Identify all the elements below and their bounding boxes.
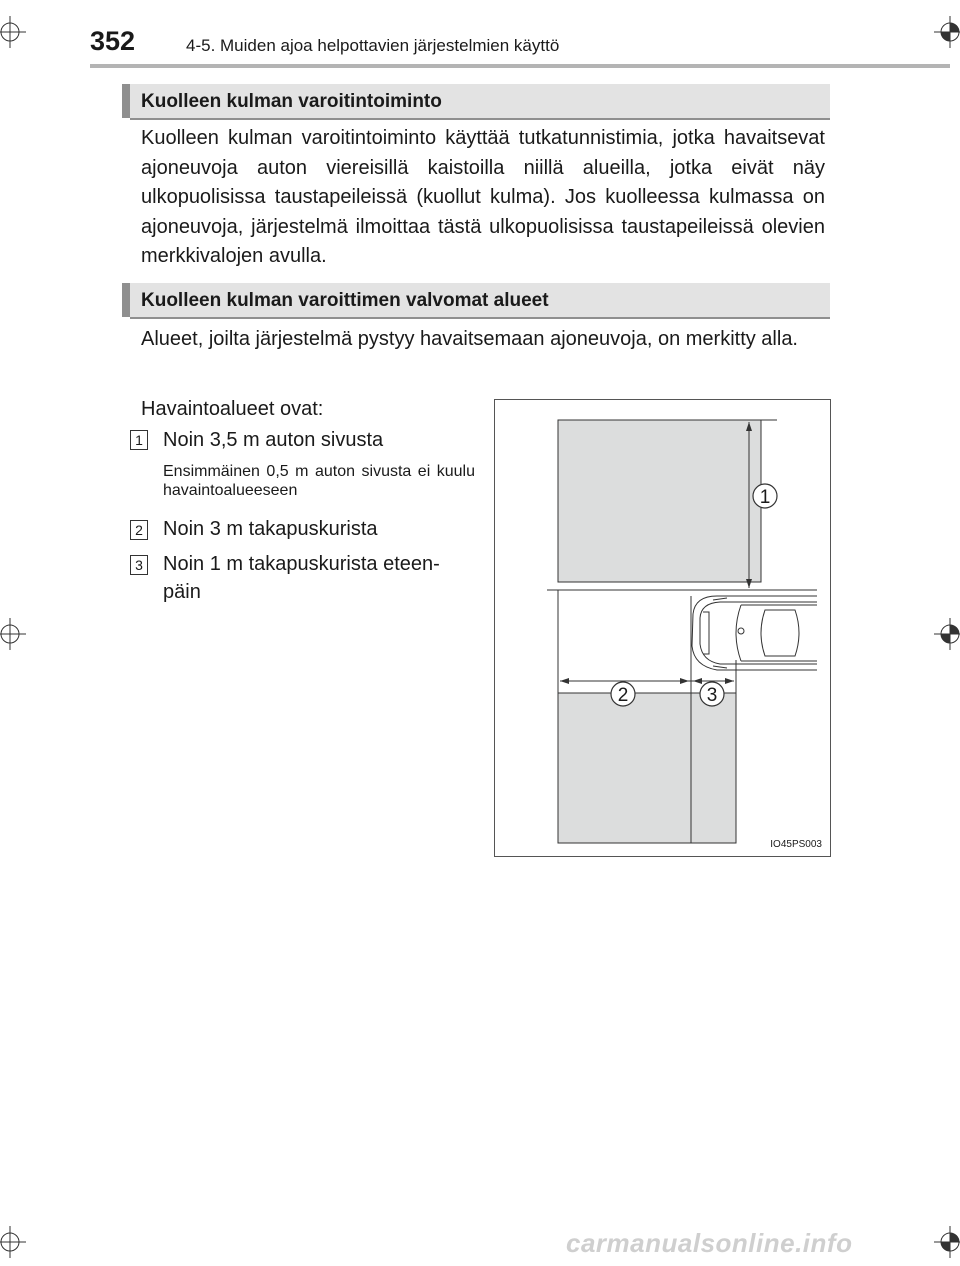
item-number-badge: 3 [130,555,148,575]
list-item-line: päin [163,581,201,603]
arrow-head [680,678,689,684]
crosshair-icon [0,16,26,48]
item-number-badge: 1 [130,430,148,450]
arrow-head [693,678,702,684]
callout-2 [611,682,635,706]
crosshair-icon [0,618,26,650]
list-item [163,550,440,606]
list-item: Noin 3,5 m auton sivusta [163,429,384,451]
arrow-head [746,579,752,588]
section-title: Kuolleen kulman varoittimen valvomat alueet [141,290,549,311]
figure-id: IO45PS003 [770,839,822,850]
arrow-head [560,678,569,684]
running-head: 4-5. Muiden ajoa helpottavien järjestelmien käyttö [186,36,560,55]
zone-3-overlap-area [691,693,736,843]
list-item-line: Noin 1 m takapuskurista eteen- [163,553,440,575]
car-outline [692,596,817,670]
crosshair-icon [0,1226,26,1258]
svg-text:2: 2 [617,685,629,706]
crosshair-icon [934,618,960,650]
crosshair-icon [934,16,960,48]
section-title: Kuolleen kulman varoitintoiminto [141,91,442,112]
detection-area-diagram [494,399,831,857]
list-item: Noin 3 m takapuskurista [163,518,378,540]
header-rule [90,64,950,68]
section-heading-detection-areas [122,283,830,317]
callout-1 [753,484,777,508]
page-number: 352 [90,26,136,56]
section-paragraph: Kuolleen kulman varoitintoiminto käyttää tutkatunnistimia, jotka havaitsevat ajoneuvoja auton viereisillä kaistoilla niillä alueilla, jotka eivät näy ulkopuolisissa taustapeileissä (kuollut kulma). Jos kuolleessa kulmassa on ajoneuvoja, järjestelmä ilmoittaa tästä ulkopuolisissa taustapeileissä olevien merkkivalojen avulla. [141,127,825,267]
svg-text:3: 3 [706,685,718,706]
item-number-badge: 2 [130,520,148,540]
callout-3 [700,682,724,706]
zone-1-side-area [558,420,761,582]
zone-2-rear-area [558,693,691,843]
arrow-head [725,678,734,684]
section-paragraph: Alueet, joilta järjestelmä pystyy havaitsemaan ajoneuvoja, on merkitty alla. [141,328,798,350]
list-item-note: Ensimmäinen 0,5 m auton sivusta ei kuulu havaintoalueeseen [163,463,475,499]
detection-areas-intro: Havaintoalueet ovat: [141,398,324,420]
svg-text:1: 1 [759,487,771,508]
section-heading-blind-spot-monitor [122,84,830,118]
watermark: carmanualsonline.info [566,1228,853,1258]
diagram-canvas [495,400,832,858]
crosshair-icon [934,1226,960,1258]
